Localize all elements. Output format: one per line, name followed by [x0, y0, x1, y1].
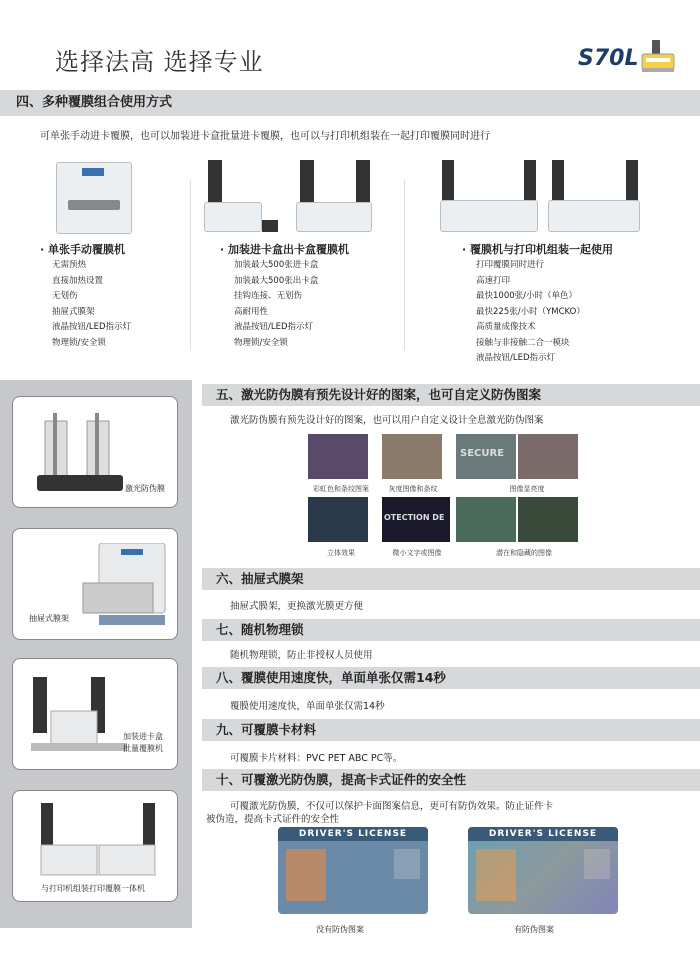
hologram-sample-microtext: OTECTION DE: [382, 497, 450, 542]
feature-list-hopper: [234, 258, 318, 351]
thumb-caption: 彩虹色和条纹图案: [313, 485, 369, 493]
feature-item: 抽屉式膜架: [52, 306, 95, 317]
section-9-body: 可覆膜卡片材料：PVC PET ABC PC等。: [230, 753, 403, 764]
feature-item: 无划伤: [52, 291, 78, 301]
column-divider: [404, 180, 405, 350]
section-4-intro: 可单张手动进卡覆膜，也可以加装进卡盒批量进卡覆膜，也可以与打印机组装在一起打印覆膜同时进行: [40, 131, 490, 142]
column-divider: [190, 180, 191, 350]
hologram-sample-3d: [308, 497, 368, 542]
section-8-heading: 八、覆膜使用速度快，单面单张仅需14秒: [202, 667, 700, 689]
hologram-sample-hidden: [518, 497, 578, 542]
hologram-film-roll-icon: [35, 411, 125, 497]
feature-item: 液晶按钮/LED指示灯: [476, 353, 556, 363]
feature-item: 打印覆膜同时进行: [476, 260, 545, 270]
feature-item: 最快225张/小时（YMCKO）: [476, 306, 585, 317]
hopper-laminator-icon: [29, 673, 129, 759]
feature-item: 挂钩连接、无划伤: [234, 291, 303, 301]
feature-item: 物理锁/安全锁: [234, 337, 288, 348]
feature-item: 最快1000张/小时（单色）: [476, 291, 577, 301]
section-6-body: 抽屉式膜架，更换激光膜更方便: [230, 601, 364, 612]
license-card-hologram: [468, 827, 618, 914]
license-photo: [286, 849, 326, 901]
thumb-caption: 立体效果: [327, 549, 355, 557]
thumb-caption: 潜在和隐藏的图像: [496, 549, 552, 557]
sidebar-card-label: 批量覆膜机: [123, 744, 163, 753]
section-6-heading: 六、抽屉式膜架: [202, 568, 700, 590]
column-title-combo: · 覆膜机与打印机组装一起使用: [462, 241, 613, 257]
hologram-sample-face: [456, 497, 516, 542]
section-8-body: 覆膜使用速度快，单面单张仅需14秒: [230, 701, 385, 712]
sidebar-card-label: 激光防伪膜: [125, 484, 165, 493]
license-card-header: DRIVER'S LICENSE: [278, 827, 428, 841]
sidebar-card-hologram-film: [12, 396, 178, 508]
feature-item: 加装最大500张进卡盒: [234, 260, 319, 270]
printer-logo-icon: [640, 40, 676, 74]
column-title-hopper: · 加装进卡盒出卡盒覆膜机: [220, 241, 349, 257]
feature-item: 接触与非接触二合一模块: [476, 337, 570, 348]
hologram-overlay: [468, 841, 618, 914]
license-card-plain: [278, 827, 428, 914]
feature-item: 液晶按钮/LED指示灯: [52, 322, 132, 332]
feature-item: 无需预热: [52, 260, 87, 270]
license-small-photo: [394, 849, 420, 879]
section-5-heading: 五、激光防伪膜有预先设计好的图案，也可自定义防伪图案: [202, 384, 700, 406]
section-7-heading: 七、随机物理锁: [202, 619, 700, 641]
page-title: 选择法高 选择专业: [55, 48, 264, 76]
sidebar-card-label: 抽屉式膜架: [29, 614, 69, 623]
section-10-body-line1: 可覆激光防伪膜，不仅可以保护卡面图案信息，更可有防伪效果。防止证件卡: [230, 801, 554, 812]
feature-item: 高速打印: [476, 275, 511, 286]
feature-list-combo: [476, 258, 585, 367]
printer-laminator-combo-image: [440, 160, 640, 234]
feature-item: 液晶按钮/LED指示灯: [234, 322, 314, 332]
section-5-body: 激光防伪膜有预先设计好的图案，也可以用户自定义设计全息激光防伪图案: [230, 415, 544, 426]
hologram-sample-brightness: [518, 434, 578, 479]
manual-laminator-image: [56, 162, 132, 234]
hologram-sample-grayscale: [382, 434, 442, 479]
brand-logo: [578, 40, 678, 76]
thumb-caption: 图像显亮度: [509, 485, 545, 493]
sidebar-card-combo: [12, 790, 178, 902]
logo-text: S70L: [578, 46, 639, 71]
sidebar-card-label: 加装进卡盒: [123, 732, 163, 741]
thumb-caption: 微小文字或图像: [392, 549, 442, 557]
feature-item: 直接加热设置: [52, 275, 104, 286]
printer-laminator-combo-icon: [39, 803, 159, 879]
sidebar-card-label: 与打印机组装打印覆膜一体机: [41, 884, 145, 893]
feature-list-manual: [52, 258, 131, 351]
sidebar-card-drawer: [12, 528, 178, 640]
section-7-body: 随机物理锁，防止非授权人员使用: [230, 650, 373, 661]
sidebar-panel: [0, 380, 192, 928]
license-card-header: DRIVER'S LICENSE: [468, 827, 618, 841]
hopper-laminator-image: [204, 160, 374, 234]
feature-item: 物理锁/安全锁: [52, 337, 106, 348]
license-card-caption: 没有防伪图案: [316, 925, 364, 934]
section-10-body-line2: 被伪造，提高卡式证件的安全性: [206, 814, 340, 825]
drawer-film-holder-icon: [79, 543, 169, 629]
section-4-heading: 四、多种覆膜组合使用方式: [0, 90, 700, 116]
license-card-caption: 有防伪图案: [514, 925, 554, 934]
sidebar-card-hopper: [12, 658, 178, 770]
hologram-sample-secure: SECURE: [456, 434, 516, 479]
feature-item: 加装最大500张出卡盒: [234, 275, 319, 286]
hologram-sample-rainbow: [308, 434, 368, 479]
feature-item: 高质量成像技术: [476, 322, 536, 332]
thumb-caption: 灰度图像和条纹: [388, 485, 438, 493]
feature-item: 高耐用性: [234, 306, 269, 317]
section-10-heading: 十、可覆激光防伪膜，提高卡式证件的安全性: [202, 769, 700, 791]
column-title-manual: · 单张手动覆膜机: [40, 241, 125, 257]
section-9-heading: 九、可覆膜卡材料: [202, 719, 700, 741]
